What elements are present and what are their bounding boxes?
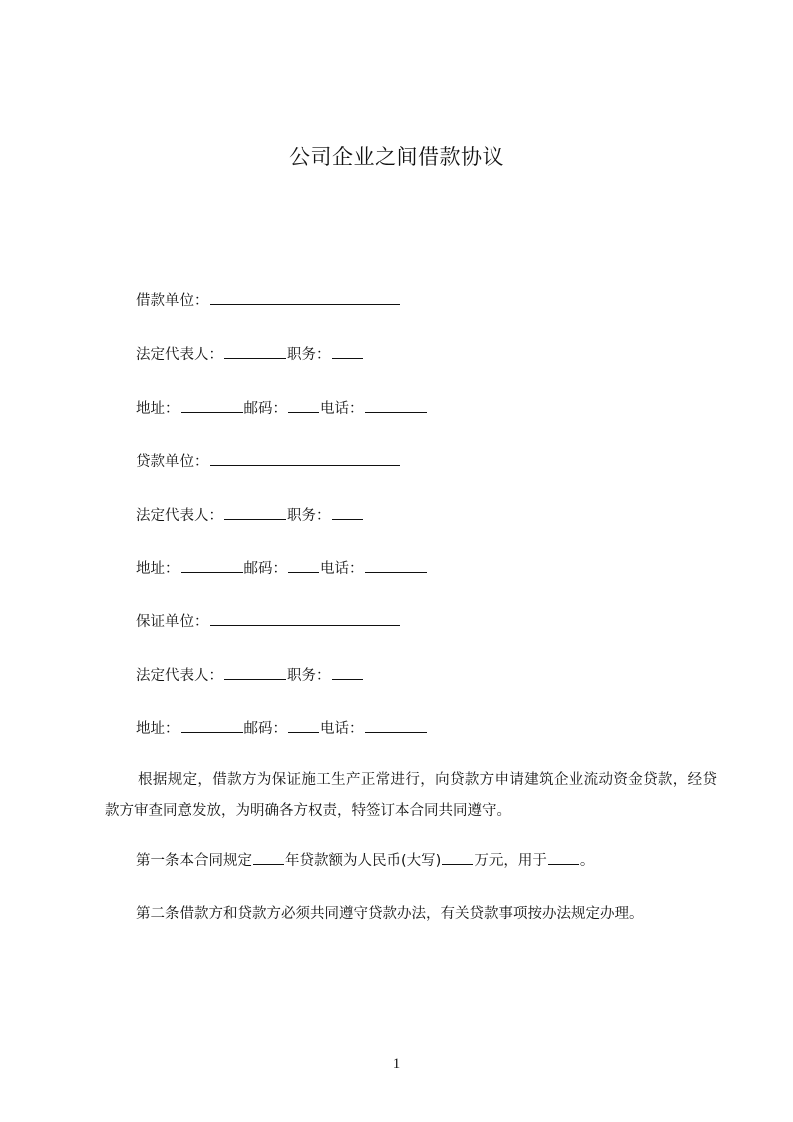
guarantor-position-blank[interactable] (332, 665, 363, 680)
borrower-unit-line (136, 290, 401, 311)
article-1-amount-blank[interactable] (442, 850, 473, 865)
guarantor-rep-line (136, 665, 364, 686)
article-1-part-3: 万元，用于 (474, 853, 547, 869)
borrower-rep-line (136, 344, 364, 365)
preamble-paragraph: 根据规定，借款方为保证施工生产正常进行，向贷款方申请建筑企业流动资金贷款，经贷款方审查同意发放，为明确各方权责，特签订本合同共同遵守。 (105, 772, 717, 819)
guarantor-address-blank[interactable] (181, 718, 243, 733)
lender-address-blank[interactable] (181, 558, 243, 573)
guarantor-phone-blank[interactable] (365, 718, 427, 733)
borrower-postcode-blank[interactable] (288, 398, 319, 413)
guarantor-postcode-blank[interactable] (288, 718, 319, 733)
lender-address-line (136, 558, 428, 579)
borrower-rep-label: 法定代表人： (136, 347, 223, 363)
guarantor-unit-line (136, 611, 401, 632)
article-1-year-blank[interactable] (253, 850, 284, 865)
guarantor-unit-label: 保证单位： (136, 614, 209, 630)
guarantor-unit-blank[interactable] (210, 611, 400, 626)
guarantor-address-label: 地址： (136, 721, 180, 737)
lender-rep-label: 法定代表人： (136, 508, 223, 524)
borrower-rep-blank[interactable] (224, 344, 286, 359)
guarantor-address-line (136, 718, 428, 739)
lender-unit-label: 贷款单位： (136, 454, 209, 470)
lender-postcode-blank[interactable] (288, 558, 319, 573)
lender-position-label: 职务： (287, 508, 331, 524)
borrower-address-blank[interactable] (181, 398, 243, 413)
borrower-position-label: 职务： (287, 347, 331, 363)
lender-phone-blank[interactable] (365, 558, 427, 573)
lender-address-label: 地址： (136, 561, 180, 577)
guarantor-postcode-label: 邮码： (243, 721, 287, 737)
borrower-position-blank[interactable] (332, 344, 363, 359)
guarantor-rep-label: 法定代表人： (136, 668, 223, 684)
page-number: 1 (392, 1056, 401, 1072)
borrower-unit-blank[interactable] (210, 290, 400, 305)
borrower-address-label: 地址： (136, 401, 180, 417)
lender-phone-label: 电话： (320, 561, 364, 577)
article-1-purpose-blank[interactable] (548, 850, 579, 865)
lender-rep-blank[interactable] (224, 505, 286, 520)
lender-unit-line (136, 451, 401, 472)
borrower-postcode-label: 邮码： (243, 401, 287, 417)
lender-postcode-label: 邮码： (243, 561, 287, 577)
lender-unit-blank[interactable] (210, 451, 400, 466)
guarantor-position-label: 职务： (287, 668, 331, 684)
borrower-address-line (136, 398, 428, 419)
borrower-phone-label: 电话： (320, 401, 364, 417)
article-1-part-2: 年贷款额为人民币(大写) (285, 853, 442, 869)
lender-rep-line (136, 505, 364, 526)
guarantor-rep-blank[interactable] (224, 665, 286, 680)
guarantor-phone-label: 电话： (320, 721, 364, 737)
document-title: 公司企业之间借款协议 (289, 145, 504, 169)
borrower-phone-blank[interactable] (365, 398, 427, 413)
article-1-part-1: 第一条本合同规定 (136, 853, 252, 869)
article-1 (136, 850, 594, 871)
lender-position-blank[interactable] (332, 505, 363, 520)
borrower-unit-label: 借款单位： (136, 293, 209, 309)
article-1-part-4: 。 (579, 853, 595, 869)
article-2: 第二条借款方和贷款方必须共同遵守贷款办法，有关贷款事项按办法规定办理。 (136, 906, 644, 922)
